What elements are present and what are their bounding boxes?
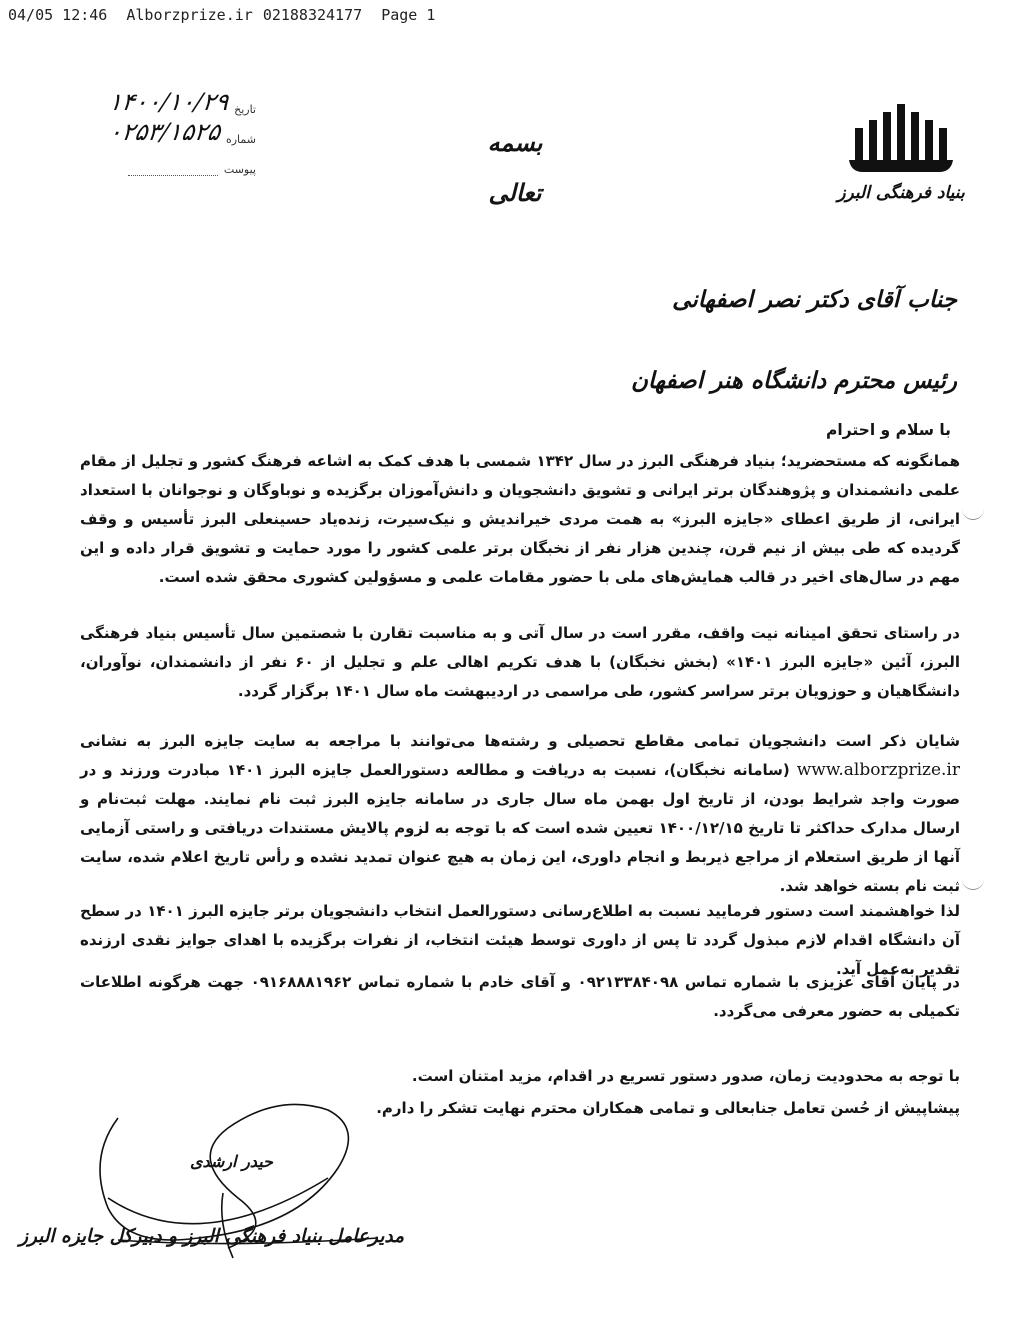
paragraph-registration (80, 727, 960, 901)
signer-name: حیدر ارشدی (190, 1152, 273, 1171)
date-row (86, 86, 256, 116)
foundation-logo (835, 98, 965, 208)
letter-meta (86, 86, 256, 176)
registration-text-start: شایان ذکر است دانشجویان تمامی مقاطع تحصیلی و رشته‌ها می‌توانند با مراجعه به سایت جایزه البرز به نشانی (80, 732, 960, 750)
attachment-blank (128, 163, 218, 176)
paragraph-thanks: پیشاپیش از حُسن تعامل جنابعالی و تمامی همکاران محترم نهایت تشکر را دارم. (376, 1099, 960, 1117)
logo-caption: بنیاد فرهنگی البرز (837, 183, 965, 203)
date-value: ۱۴۰۰/۱۰/۲۹ (106, 88, 231, 116)
greeting: با سلام و احترام (826, 421, 951, 439)
number-label: شماره (225, 133, 256, 146)
paragraph-request: لذا خواهشمند است دستور فرمایید نسبت به اطلاع‌رسانی دستورالعمل انتخاب دانشجویان برتر جایزه البرز ۱۴۰۱ در سطح آن دانشگاه اقدام لازم مبذول گردد تا پس از داوری توسط هیئت انتخاب، از نفرات برگزیده با اهدای جوایز نقدی ارزنده تقدیر به‌عمل آید. (80, 902, 960, 978)
paragraph-contacts: در پایان آقای عزیزی با شماره تماس ۰۹۲۱۳۳۸۴۰۹۸ و آقای خادم با شماره تماس ۰۹۱۶۸۸۸۱۹۶۲ جهت هرگونه اطلاعات تکمیلی به حضور معرفی می‌گردد. (80, 973, 960, 1020)
signature-scribble (19, 1098, 408, 1308)
paragraph-intro: همانگونه که مستحضرید؛ بنیاد فرهنگی البرز در سال ۱۳۴۲ شمسی با هدف کمک به اشاعه فرهنگ کشور و تجلیل از مقام علمی دانشمندان و پژوهندگان برتر ایرانی و تشویق دانشجویان و دانش‌آموزان برگزیده و نوباوگان و نوجوانان با استعداد ایرانی، از طریق اعطای «جایزه البرز» به همت مردی خیراندیش و نیک‌سیرت، زنده‌یاد حسینعلی البرز تأسیس و وقف گردیده که طی بیش از نیم قرن، چندین هزار نفر از نخبگان برتر علمی کشور را مورد حمایت و تشویق قرار داده و این مهم در سال‌های اخیر در قالب همایش‌های ملی با حضور مقامات علمی و مسؤولین کشوری محقق شده است. (80, 452, 960, 586)
addressee-title: رئیس محترم دانشگاه هنر اصفهان (631, 367, 957, 394)
date-label: تاریخ (234, 103, 256, 116)
number-value: ۰۲۵۳/۱۵۲۵ (106, 118, 222, 146)
paragraph-ceremony: در راستای تحقق امینانه نیت واقف، مقرر است در سال آتی و به مناسبت تقارن با شصتمین سال تأسیس بنیاد فرهنگی البرز، آئین «جایزه البرز ۱۴۰۱» (بخش نخبگان) با هدف تکریم اهالی علم و تجلیل از ۶۰ نفر از دانشمندان، نوآوران، دانشگاهیان و حوزویان برتر سراسر کشور، طی مراسمی در اردیبهشت ماه سال ۱۴۰۱ برگزار گردد. (80, 624, 960, 700)
paragraph-urgency: با توجه به محدودیت زمان، صدور دستور تسریع در اقدام، مزید امتنان است. (411, 1067, 960, 1085)
attachment-row (86, 146, 256, 176)
bismillah-heading: بسمه تعالی (487, 128, 543, 207)
fax-page: Page 1 (381, 6, 436, 24)
website-link[interactable]: www.alborzprize.ir (796, 760, 960, 780)
addressee-name: جناب آقای دکتر نصر اصفهانی (672, 286, 957, 313)
attachment-label: پیوست (223, 163, 256, 176)
signer-title: مدیرعامل بنیاد فرهنگی البرز و دبیرکل جایزه البرز (19, 1226, 404, 1247)
fax-sender: Alborzprize.ir (126, 6, 253, 24)
fax-phone: 02188324177 (262, 6, 363, 24)
registration-text-end: (سامانه نخبگان)، نسبت به دریافت و مطالعه دستورالعمل جایزه البرز ۱۴۰۱ مبادرت ورزند و در صورت واجد شرایط بودن، از تاریخ اول بهمن ماه سال جاری در سامانه جایزه البرز ثبت نام نمایند. مهلت ثبت‌نام و ارسال مدارک حداکثر تا تاریخ ۱۴۰۰/۱۲/۱۵ تعیین شده است که با توجه به لزوم پالایش مستندات دریافتی و راستی آزمایی آنها از طریق استعلام از مراجع ذیربط و انجام داوری، این زمان به هیچ عنوان تمدید نشده و رأس تاریخ اعلام شده، سایت ثبت نام بسته خواهد شد. (80, 761, 960, 895)
punch-mark-top (962, 505, 984, 520)
fax-header (8, 6, 608, 24)
fax-timestamp: 04/05 12:46 (8, 6, 108, 24)
number-row (86, 116, 256, 146)
punch-mark-bottom (962, 875, 984, 890)
